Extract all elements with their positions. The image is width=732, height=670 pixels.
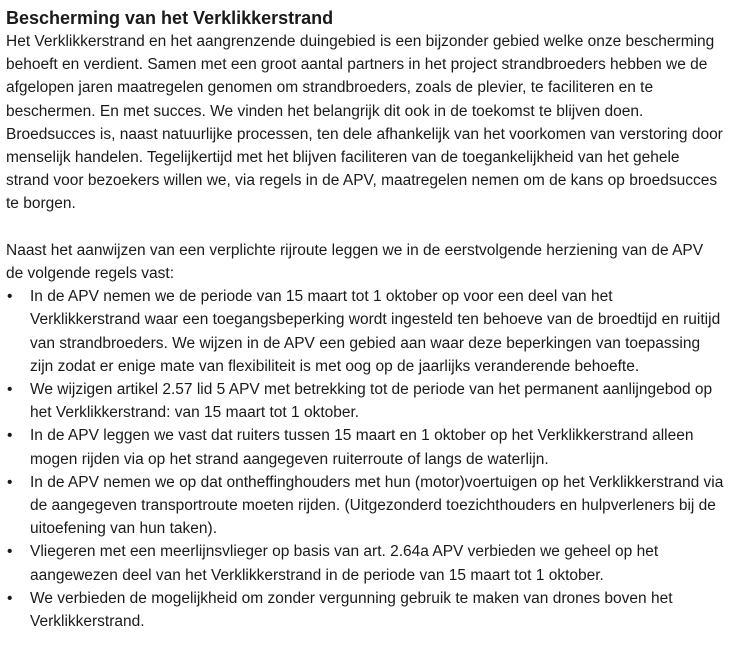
list-item: [6, 285, 724, 378]
rules-list: [6, 285, 724, 633]
bullet-icon: •: [7, 543, 13, 561]
bullet-icon: •: [7, 427, 13, 445]
list-item: [6, 471, 724, 541]
list-item-text: We wijzigen artikel 2.57 lid 5 APV met betrekking tot de periode van het permanent aanlijngebod op het Verklikkerstrand: van 15 maart tot 1 oktober.: [30, 381, 713, 422]
bullet-icon: •: [7, 288, 13, 306]
list-item: [6, 424, 724, 470]
list-item-text: In de APV nemen we de periode van 15 maart tot 1 oktober op voor een deel van het Verklikkerstrand waar een toegangsbeperking wordt ingesteld ten behoeve van de broedtijd en ruitijd van strandbroeders. We wijzen in de APV een gebied aan waar deze beperkingen van toepassing zijn zodat er enige mate van flexibiliteit is met oog op de jaarlijks veranderende behoefte.: [30, 288, 721, 375]
lead-paragraph: Naast het aanwijzen van een verplichte rijroute leggen we in de eerstvolgende herziening van de APV de volgende regels vast:: [6, 241, 704, 283]
list-item-text: We verbieden de mogelijkheid om zonder vergunning gebruik te maken van drones boven het Verklikkerstrand.: [30, 589, 673, 631]
list-item: [6, 540, 724, 586]
paragraph-spacer: [6, 216, 724, 239]
list-item-text: In de APV nemen we op dat ontheffinghouders met hun (motor)voertuigen op het Verklikkerstrand via de aangegeven transportroute moeten rijden. (Uitgezonderd toezichthouders en hulpverleners bij de uitoefening van hun taken).: [30, 473, 724, 538]
page-title: Bescherming van het Verklikkerstrand: [6, 8, 334, 28]
list-item-text: In de APV leggen we vast dat ruiters tussen 15 maart en 1 oktober op het Verklikkerstrand alleen mogen rijden via op het strand aangegeven ruiterroute of langs de waterlijn.: [30, 427, 694, 468]
list-item: [6, 587, 724, 633]
list-item: [6, 378, 724, 424]
bullet-icon: •: [7, 381, 13, 399]
bullet-icon: •: [7, 589, 13, 607]
intro-paragraph: Het Verklikkerstrand en het aangrenzende duingebied is een bijzonder gebied welke onze bescherming behoeft en verdient. Samen met een groot aantal partners in het project strandbroeders hebben we de afgelopen jaren maatregelen genomen om strandbroeders, zoals de plevier, te faciliteren en te beschermen. En met succes. We vinden het belangrijk dit ook in de toekomst te blijven doen. Broedsucces is, naast natuurlijke processen, ten dele afhankelijk van het voorkomen van verstoring door menselijk handelen. Tegelijkertijd met het blijven faciliteren van de toegankelijkheid van het gehele strand voor bezoekers willen we, via regels in de APV, maatregelen nemen om de kans op broedsucces te borgen.: [6, 33, 723, 213]
bullet-icon: •: [7, 473, 13, 491]
list-item-text: Vliegeren met een meerlijnsvlieger op basis van art. 2.64a APV verbieden we geheel op het aangewezen deel van het Verklikkerstrand in de periode van 15 maart tot 1 oktober.: [30, 543, 659, 584]
